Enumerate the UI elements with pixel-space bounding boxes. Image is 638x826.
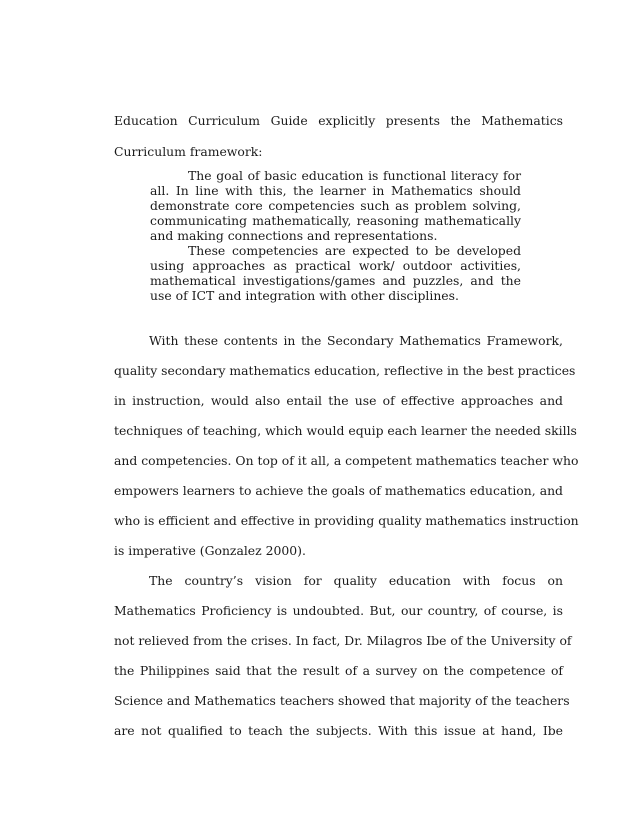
quote-line: These competencies are expected to be developed (188, 243, 521, 258)
paragraph-line: empowers learners to achieve the goals of mathematics education, and (114, 483, 563, 498)
paragraph-line: the Philippines said that the result of a survey on the competence of (114, 663, 563, 678)
paragraph-line: techniques of teaching, which would equip each learner the needed skills (114, 423, 577, 438)
paragraph-line: Science and Mathematics teachers showed that majority of the teachers (114, 693, 570, 708)
paragraph-line: and competencies. On top of it all, a competent mathematics teacher who (114, 453, 579, 468)
paragraph-line: With these contents in the Secondary Mathematics Framework, (149, 333, 563, 348)
quote-line: all. In line with this, the learner in Mathematics should (150, 183, 521, 198)
quote-line: use of ICT and integration with other disciplines. (150, 288, 459, 303)
quote-line: and making connections and representations. (150, 228, 438, 243)
quote-line: communicating mathematically, reasoning mathematically (150, 213, 521, 228)
quote-line: using approaches as practical work/ outdoor activities, (150, 258, 521, 273)
paragraph-line: quality secondary mathematics education, reflective in the best practices (114, 363, 576, 378)
quote-line: demonstrate core competencies such as problem solving, (150, 198, 521, 213)
paragraph-line: is imperative (Gonzalez 2000). (114, 543, 306, 558)
paragraph-line: The country’s vision for quality education with focus on (149, 573, 563, 588)
paragraph-line: in instruction, would also entail the use of effective approaches and (114, 393, 563, 408)
paragraph-line: who is efficient and effective in providing quality mathematics instruction (114, 513, 579, 528)
quote-line: The goal of basic education is functional literacy for (188, 168, 521, 183)
paragraph-line: not relieved from the crises. In fact, Dr. Milagros Ibe of the University of (114, 633, 572, 648)
intro-line: Education Curriculum Guide explicitly presents the Mathematics (114, 113, 563, 128)
paragraph-line: are not qualified to teach the subjects. With this issue at hand, Ibe (114, 723, 563, 738)
paragraph-line: Mathematics Proficiency is undoubted. But, our country, of course, is (114, 603, 563, 618)
quote-line: mathematical investigations/games and puzzles, and the (150, 273, 521, 288)
intro-line: Curriculum framework: (114, 144, 263, 159)
